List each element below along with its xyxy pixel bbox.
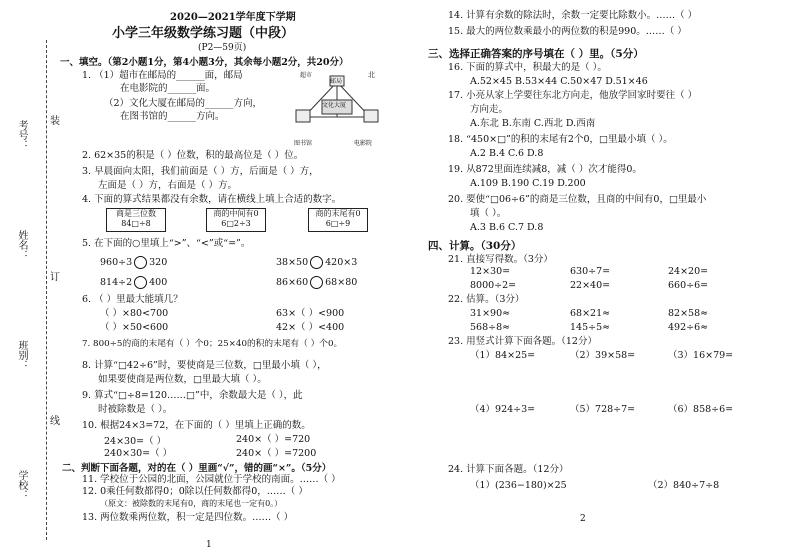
q17b: 方向走。 [470,104,509,115]
q20-options: A.3 B.6 C.7 D.8 [470,222,544,233]
binding-xian: 线 [50,416,60,427]
q23-item: （1）84×25= [470,350,536,361]
q10-c: 240×30=（ ） [104,448,173,459]
q5-a3: 814÷2 [100,277,133,288]
binding-line [46,40,47,540]
q12b: （原文：被除数的末尾有0，商的末尾也一定有0。） [100,499,283,508]
page-number-2: 2 [580,514,586,524]
box1-title: 商是三位数 [116,209,156,218]
map-library: 图书馆 [294,140,313,147]
q4-box-2 [206,208,266,232]
term-label: 2020—2021学年度下学期 [170,12,296,23]
binding-ding: 订 [50,272,60,283]
q22-item: 82×58≈ [668,308,709,319]
q8b: 如果要使商是两位数，□里最大填（ ）。 [98,374,267,385]
q17a: 17. 小亮从家上学要往东北方向走，他放学回家时要往（ ） [448,90,698,101]
q22-item: 68×21≈ [570,308,611,319]
q7: 7. 800÷5的商的末尾有（ ）个0；25×40的积的末尾有（ ）个0。 [82,339,343,349]
q1a: 1. （1）超市在邮局的______面，邮局 [82,70,243,81]
box1-expr: 84□÷8 [121,219,151,228]
q24: 24. 计算下面各题。（12分） [448,464,569,475]
q5-row2-left [100,276,167,289]
compare-circle[interactable] [134,276,147,289]
compare-circle[interactable] [310,276,323,289]
q5-b3: 400 [149,277,168,288]
q8a: 8. 计算“□42÷6”时，要使商是三位数，□里最小填（ ）， [82,360,327,371]
binding-zhuang: 装 [50,116,60,127]
q21-item: 8000÷2= [470,280,517,291]
q10: 10. 根据24×3=72，在下面的（ ）里填上正确的数。 [82,420,311,431]
q21-item: 12×30= [470,266,511,277]
map-north: 北 [368,71,375,79]
q20a: 20. 要使“□06÷6”的商是三位数，且商的中间有0，□里最小 [448,194,707,205]
class-label: 班别： [16,340,27,370]
q6-a: （ ）×80<700 [100,308,169,319]
map-building [296,110,310,122]
q4-box-3 [308,208,368,232]
compare-circle[interactable] [310,256,323,269]
q3a: 3. 早晨面向太阳，我们前面是（ ）方，后面是（ ）方， [82,166,319,177]
q21-item: 630÷7= [570,266,611,277]
q13: 13. 两位数乘两位数，积一定是四位数。……（ ） [82,512,294,523]
q17-options: A.东北 B.东南 C.西北 D.西南 [470,118,596,129]
q22-item: 31×90≈ [470,308,511,319]
q23-item: （6）858÷6= [668,404,734,415]
box2-expr: 6□2÷3 [221,219,251,228]
q21: 21. 直接写得数。（3分） [448,254,553,265]
section1-heading: 一、填空。（第2小题1分，第4小题3分，其余每小题2分，共20分） [60,57,349,68]
q6-d: 42×（ ）<400 [276,322,345,333]
q10-d: 240×（ ）=7200 [236,448,317,459]
compare-circle[interactable] [134,256,147,269]
q6: 6. （ ）里最大能填几？ [82,294,183,305]
q14: 14. 计算有余数的除法时，余数一定要比除数小。……（ ） [448,10,698,21]
q5-b2: 420×3 [325,257,358,268]
q23-item: （4）924÷3= [470,404,536,415]
q19: 19. 从872里面连续减8，减（ ）次才能得0。 [448,164,642,175]
page-range: (P2—59页) [198,43,247,53]
map-center: 文化大厦 [322,102,347,109]
q6-c: （ ）×50<600 [100,322,169,333]
q2: 2. 62×35的积是（ ）位数，积的最高位是（ ）位。 [82,150,304,161]
q5-a1: 960÷3 [100,257,133,268]
q19-options: A.109 B.190 C.19 D.200 [470,178,586,189]
map-market: 超市 [300,72,313,79]
q5-b4: 68×80 [325,277,358,288]
q5-a2: 38×50 [276,257,309,268]
page-title: 小学三年级数学练习题（中段） [112,26,295,41]
q9a: 9. 算式“□÷8=120……□”中，余数最大是（ ），此 [82,390,303,401]
q23-item: （3）16×79= [668,350,734,361]
q22-item: 568÷8≈ [470,322,511,333]
q22-item: 145÷5≈ [570,322,611,333]
q18-options: A.2 B.4 C.6 D.8 [470,148,544,159]
q1b2: 在图书馆的______方向。 [120,111,225,122]
q3b: 左面是（ ）方，右面是（ ）方。 [98,180,238,191]
section2-heading: 二、判断下面各题，对的在（ ）里画“√”，错的画“×”。（5分） [62,463,332,474]
q10-a: 24×30=（ ） [104,436,167,447]
q5-row1-right [276,256,357,269]
q24-item: （1）(236−180)×25 [470,480,567,491]
q16-options: A.52×45 B.53×44 C.50×47 D.51×46 [470,76,648,87]
q20b: 填（ ）。 [470,208,507,219]
q18: 18. “450×□”的积的末尾有2个0，□里最小填（ ）。 [448,134,673,145]
q1b: （2）文化大厦在邮局的______方向， [104,98,263,109]
q23: 23. 用竖式计算下面各题。（12分） [448,336,597,347]
q21-item: 22×40= [570,280,611,291]
q10-b: 240×（ ）=720 [236,434,311,445]
box3-title: 商的末尾有0 [315,209,361,218]
map-post: 邮局 [330,78,343,85]
q11: 11. 学校位于公园的北面，公园就位于学校的南面。……（ ） [82,474,341,485]
q24-item: （2）840÷7÷8 [648,480,720,491]
q5: 5. 在下面的○里填上“>”、“<”或“=”。 [82,238,251,249]
q21-item: 660÷6= [668,280,709,291]
map-building [364,110,378,122]
q16: 16. 下面的算式中，积最大的是（ ）。 [448,62,607,73]
q23-item: （2）39×58= [570,350,636,361]
q4-box-1 [106,208,166,232]
section4-heading: 四、计算。（30分） [428,240,522,252]
name-label: 姓名： [16,230,27,260]
q22-item: 492÷6≈ [668,322,709,333]
school-label: 学校： [16,470,27,500]
q23-item: （5）728÷7= [570,404,636,415]
section3-heading: 三、选择正确答案的序号填在（ ）里。（5分） [428,48,644,60]
page-number-1: 1 [206,540,212,550]
box3-expr: 6□÷9 [325,219,351,228]
exam-no-label: 考号： [16,120,27,150]
q15: 15. 最大的两位数乘最小的两位数的积是990。……（ ） [448,26,687,37]
q5-row1-left [100,256,167,269]
q12: 12. 0乘任何数都得0；0除以任何数都得0，……（ ） [82,486,308,497]
map-cinema: 电影院 [354,140,373,147]
q22: 22. 估算。（3分） [448,294,525,305]
q5-a4: 86×60 [276,277,309,288]
q1a2: 在电影院的______面。 [120,83,216,94]
box2-title: 商的中间有0 [213,209,259,218]
q4: 4. 下面的算式结果都没有余数，请在横线上填上合适的数字。 [82,194,342,205]
q21-item: 24×20= [668,266,709,277]
q5-b1: 320 [149,257,168,268]
q9b: 时被除数是（ ）。 [98,404,173,415]
q6-b: 63×（ ）<900 [276,308,345,319]
q5-row2-right [276,276,357,289]
